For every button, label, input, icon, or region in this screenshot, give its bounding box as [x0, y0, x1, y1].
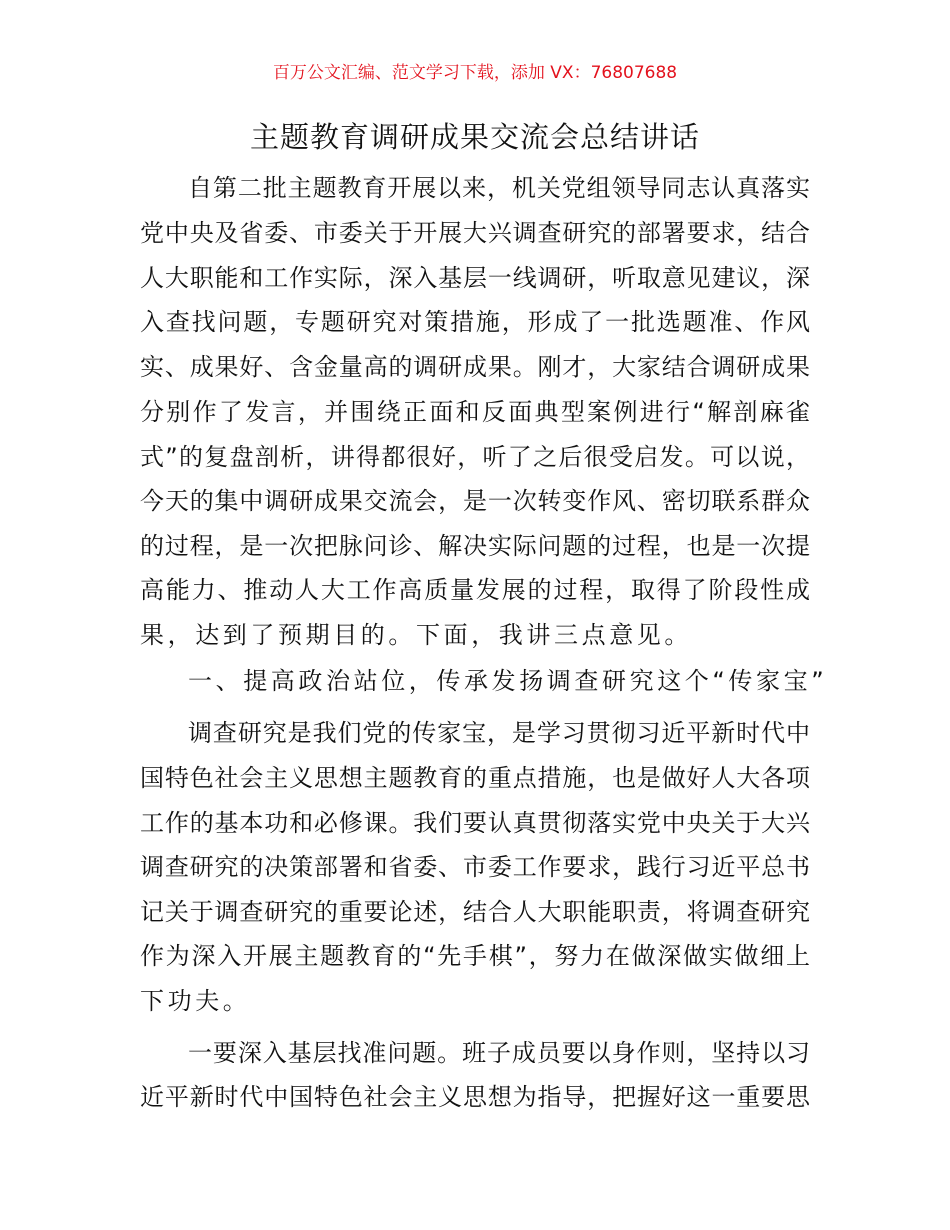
text-line: 记关于调查研究的重要论述，结合人大职能职责，将调查研究 — [140, 898, 810, 926]
text-line: 入查找问题，专题研究对策措施，形成了一批选题准、作风 — [140, 308, 810, 336]
text-line: 调查研究是我们党的传家宝，是学习贯彻习近平新时代中 — [188, 719, 810, 747]
text-line: 今天的集中调研成果交流会，是一次转变作风、密切联系群众 — [140, 487, 810, 515]
text-line: 的过程，是一次把脉问诊、解决实际问题的过程，也是一次提 — [140, 532, 810, 560]
document-title: 主题教育调研成果交流会总结讲话 — [249, 120, 700, 154]
text-line: 国特色社会主义思想主题教育的重点措施，也是做好人大各项 — [140, 764, 810, 792]
text-line: 党中央及省委、市委关于开展大兴调查研究的部署要求，结合 — [140, 219, 810, 247]
text-line: 自第二批主题教育开展以来，机关党组领导同志认真落实 — [188, 174, 810, 202]
text-line: 一要深入基层找准问题。班子成员要以身作则，坚持以习 — [188, 1039, 810, 1067]
text-line: 工作的基本功和必修课。我们要认真贯彻落实党中央关于大兴 — [140, 809, 810, 837]
text-line: 分别作了发言，并围绕正面和反面典型案例进行“解剖麻雀 — [140, 398, 810, 426]
text-line: 实、成果好、含金量高的调研成果。刚才，大家结合调研成果 — [140, 353, 810, 381]
text-line: 调查研究的决策部署和省委、市委工作要求，践行习近平总书 — [140, 853, 810, 881]
text-line: 人大职能和工作实际，深入基层一线调研，听取意见建议，深 — [140, 264, 810, 292]
section-heading-1: 一、提高政治站位，传承发扬调查研究这个“传家宝” — [188, 667, 828, 695]
text-line: 式”的复盘剖析，讲得都很好，听了之后很受启发。可以说， — [140, 443, 810, 471]
text-line: 作为深入开展主题教育的“先手棋”，努力在做深做实做细上 — [140, 942, 810, 970]
text-line: 果，达到了预期目的。下面，我讲三点意见。 — [140, 621, 692, 649]
header-banner: 百万公文汇编、范文学习下载，添加 VX：76807688 — [272, 63, 678, 83]
text-line: 高能力、推动人大工作高质量发展的过程，取得了阶段性成 — [140, 576, 810, 604]
text-line: 近平新时代中国特色社会主义思想为指导，把握好这一重要思 — [140, 1083, 810, 1111]
text-line: 下功夫。 — [140, 987, 251, 1015]
